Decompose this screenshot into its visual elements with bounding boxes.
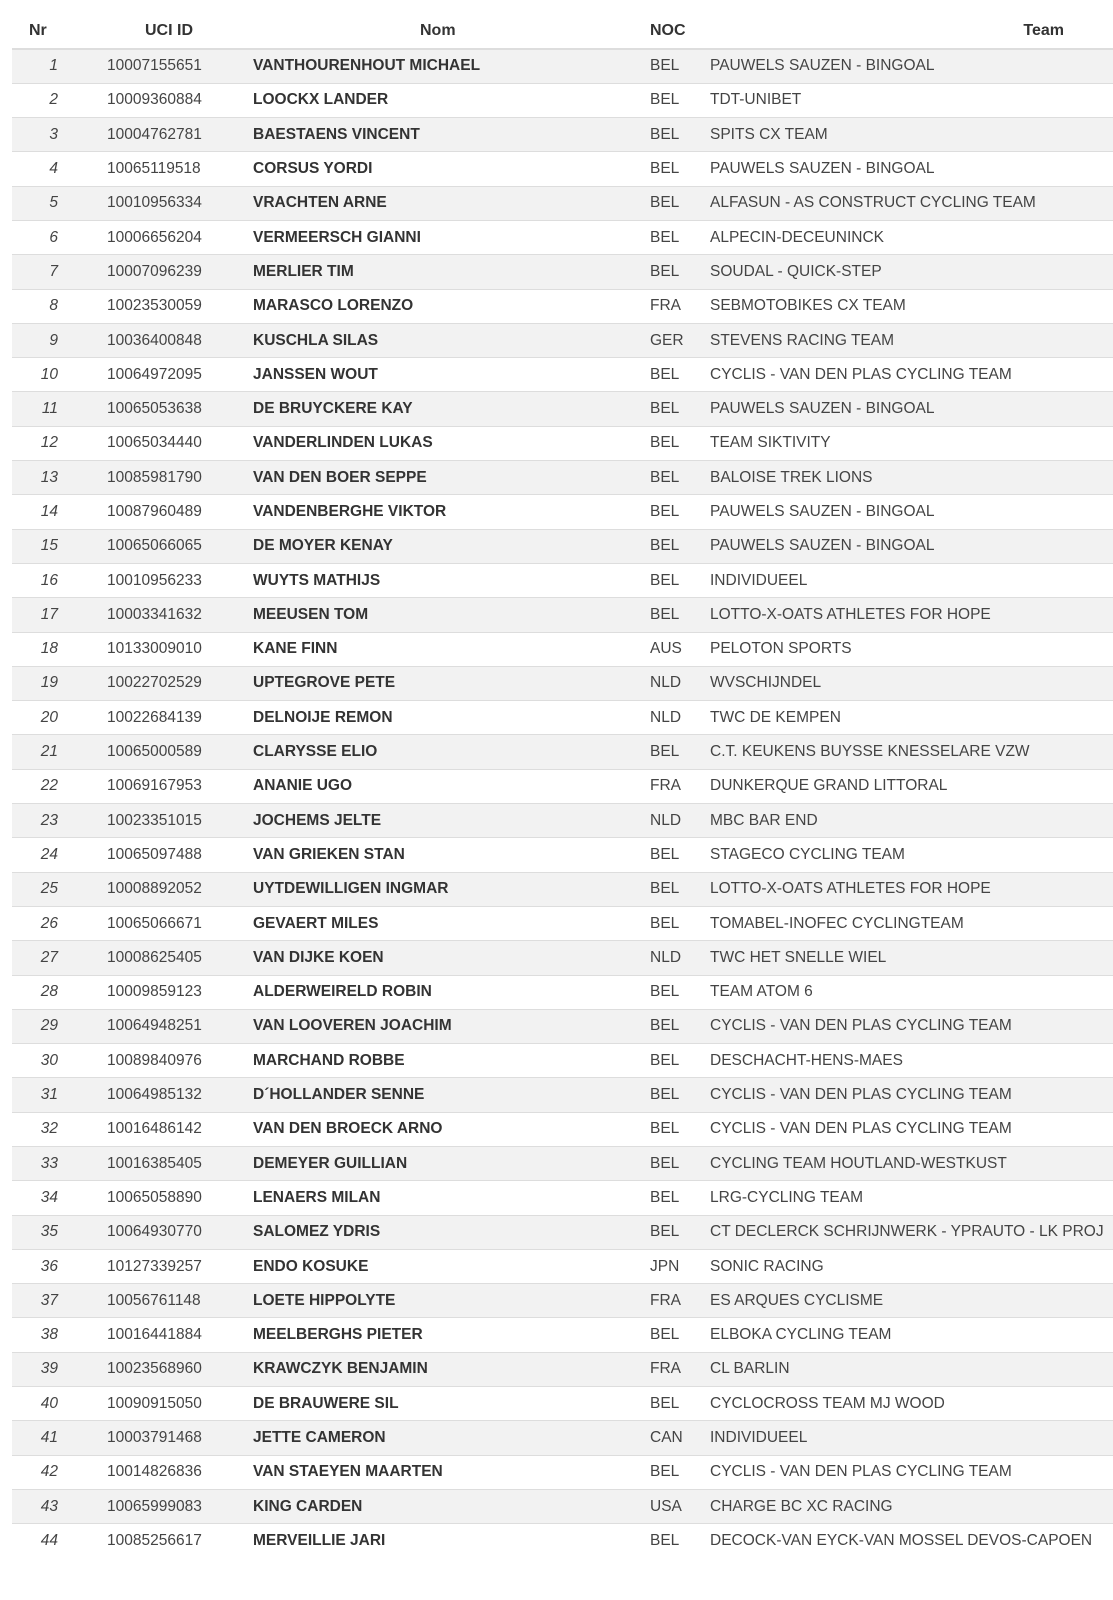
rider-number: 23 — [12, 804, 64, 838]
team-name: STAGECO CYCLING TEAM — [710, 838, 1113, 872]
team-name: MBC BAR END — [710, 804, 1113, 838]
team-name: PAUWELS SAUZEN - BINGOAL — [710, 49, 1113, 83]
table-row — [12, 1352, 1113, 1386]
rider-number: 12 — [12, 426, 64, 460]
uci-id: 10007096239 — [64, 255, 252, 289]
rider-name: MERLIER TIM — [252, 255, 610, 289]
table-row — [12, 461, 1113, 495]
uci-id: 10036400848 — [64, 323, 252, 357]
noc-code: NLD — [610, 941, 710, 975]
rider-number: 3 — [12, 118, 64, 152]
team-name: PELOTON SPORTS — [710, 632, 1113, 666]
table-row — [12, 289, 1113, 323]
table-row — [12, 220, 1113, 254]
uci-id: 10023568960 — [64, 1352, 252, 1386]
uci-id: 10089840976 — [64, 1044, 252, 1078]
uci-id: 10065097488 — [64, 838, 252, 872]
noc-code: BEL — [610, 83, 710, 117]
rider-name: VERMEERSCH GIANNI — [252, 220, 610, 254]
table-row — [12, 804, 1113, 838]
rider-number: 15 — [12, 529, 64, 563]
table-row — [12, 495, 1113, 529]
noc-code: BEL — [610, 1181, 710, 1215]
uci-id: 10056761148 — [64, 1284, 252, 1318]
uci-id: 10022702529 — [64, 666, 252, 700]
noc-code: NLD — [610, 804, 710, 838]
noc-code: BEL — [610, 906, 710, 940]
noc-code: FRA — [610, 289, 710, 323]
noc-code: BEL — [610, 1009, 710, 1043]
team-name: TWC HET SNELLE WIEL — [710, 941, 1113, 975]
table-row — [12, 1318, 1113, 1352]
team-name: CYCLING TEAM HOUTLAND-WESTKUST — [710, 1147, 1113, 1181]
uci-id: 10065999083 — [64, 1489, 252, 1523]
rider-name: D´HOLLANDER SENNE — [252, 1078, 610, 1112]
table-row — [12, 529, 1113, 563]
rider-name: MERVEILLIE JARI — [252, 1524, 610, 1558]
team-name: DESCHACHT-HENS-MAES — [710, 1044, 1113, 1078]
team-name: TEAM SIKTIVITY — [710, 426, 1113, 460]
noc-code: FRA — [610, 1352, 710, 1386]
team-name: LRG-CYCLING TEAM — [710, 1181, 1113, 1215]
team-name: PAUWELS SAUZEN - BINGOAL — [710, 495, 1113, 529]
uci-id: 10065119518 — [64, 152, 252, 186]
rider-number: 13 — [12, 461, 64, 495]
column-header-noc[interactable]: NOC — [610, 13, 710, 49]
uci-id: 10127339257 — [64, 1249, 252, 1283]
team-name: PAUWELS SAUZEN - BINGOAL — [710, 392, 1113, 426]
rider-number: 32 — [12, 1112, 64, 1146]
rider-number: 11 — [12, 392, 64, 426]
noc-code: BEL — [610, 872, 710, 906]
rider-name: KANE FINN — [252, 632, 610, 666]
rider-name: DE MOYER KENAY — [252, 529, 610, 563]
rider-name: VANDENBERGHE VIKTOR — [252, 495, 610, 529]
uci-id: 10016441884 — [64, 1318, 252, 1352]
rider-name: DEMEYER GUILLIAN — [252, 1147, 610, 1181]
uci-id: 10010956334 — [64, 186, 252, 220]
rider-name: VAN DEN BROECK ARNO — [252, 1112, 610, 1146]
rider-number: 16 — [12, 563, 64, 597]
rider-number: 7 — [12, 255, 64, 289]
rider-number: 25 — [12, 872, 64, 906]
team-name: CYCLIS - VAN DEN PLAS CYCLING TEAM — [710, 1009, 1113, 1043]
rider-number: 29 — [12, 1009, 64, 1043]
uci-id: 10064972095 — [64, 358, 252, 392]
rider-number: 17 — [12, 598, 64, 632]
team-name: CHARGE BC XC RACING — [710, 1489, 1113, 1523]
team-name: DECOCK-VAN EYCK-VAN MOSSEL DEVOS-CAPOEN — [710, 1524, 1113, 1558]
noc-code: BEL — [610, 529, 710, 563]
table-row — [12, 1181, 1113, 1215]
rider-name: ANANIE UGO — [252, 769, 610, 803]
rider-name: VANTHOURENHOUT MICHAEL — [252, 49, 610, 83]
noc-code: BEL — [610, 1387, 710, 1421]
noc-code: NLD — [610, 701, 710, 735]
noc-code: BEL — [610, 49, 710, 83]
rider-name: MEEUSEN TOM — [252, 598, 610, 632]
noc-code: USA — [610, 1489, 710, 1523]
column-header-nr[interactable]: Nr — [12, 13, 64, 49]
rider-number: 33 — [12, 1147, 64, 1181]
rider-number: 20 — [12, 701, 64, 735]
table-header — [12, 13, 1113, 49]
rider-name: SALOMEZ YDRIS — [252, 1215, 610, 1249]
rider-name: VANDERLINDEN LUKAS — [252, 426, 610, 460]
rider-number: 34 — [12, 1181, 64, 1215]
table-row — [12, 598, 1113, 632]
uci-id: 10004762781 — [64, 118, 252, 152]
rider-number: 28 — [12, 975, 64, 1009]
team-name: ALPECIN-DECEUNINCK — [710, 220, 1113, 254]
riders-table — [12, 13, 1113, 1558]
rider-number: 39 — [12, 1352, 64, 1386]
table-row — [12, 941, 1113, 975]
table-row — [12, 1421, 1113, 1455]
rider-number: 8 — [12, 289, 64, 323]
rider-number: 19 — [12, 666, 64, 700]
noc-code: BEL — [610, 255, 710, 289]
uci-id: 10014826836 — [64, 1455, 252, 1489]
rider-number: 38 — [12, 1318, 64, 1352]
noc-code: BEL — [610, 1318, 710, 1352]
uci-id: 10065066065 — [64, 529, 252, 563]
rider-name: CORSUS YORDI — [252, 152, 610, 186]
noc-code: FRA — [610, 1284, 710, 1318]
noc-code: BEL — [610, 186, 710, 220]
table-row — [12, 1112, 1113, 1146]
noc-code: BEL — [610, 735, 710, 769]
rider-name: VAN STAEYEN MAARTEN — [252, 1455, 610, 1489]
team-name: ES ARQUES CYCLISME — [710, 1284, 1113, 1318]
team-name: CYCLIS - VAN DEN PLAS CYCLING TEAM — [710, 1455, 1113, 1489]
uci-id: 10023530059 — [64, 289, 252, 323]
team-name: C.T. KEUKENS BUYSSE KNESSELARE VZW — [710, 735, 1113, 769]
uci-id: 10007155651 — [64, 49, 252, 83]
column-header-nom[interactable]: Nom — [252, 13, 610, 49]
noc-code: JPN — [610, 1249, 710, 1283]
team-name: WVSCHIJNDEL — [710, 666, 1113, 700]
table-row — [12, 186, 1113, 220]
team-name: TWC DE KEMPEN — [710, 701, 1113, 735]
table-row — [12, 118, 1113, 152]
rider-number: 4 — [12, 152, 64, 186]
uci-id: 10065066671 — [64, 906, 252, 940]
header-row — [12, 13, 1113, 49]
team-name: SPITS CX TEAM — [710, 118, 1113, 152]
rider-number: 37 — [12, 1284, 64, 1318]
table-row — [12, 1044, 1113, 1078]
rider-number: 22 — [12, 769, 64, 803]
noc-code: BEL — [610, 1147, 710, 1181]
table-row — [12, 975, 1113, 1009]
rider-number: 21 — [12, 735, 64, 769]
rider-number: 40 — [12, 1387, 64, 1421]
table-row — [12, 255, 1113, 289]
team-name: TEAM ATOM 6 — [710, 975, 1113, 1009]
uci-id: 10064985132 — [64, 1078, 252, 1112]
noc-code: BEL — [610, 1455, 710, 1489]
uci-id: 10087960489 — [64, 495, 252, 529]
table-row — [12, 1455, 1113, 1489]
noc-code: BEL — [610, 118, 710, 152]
rider-name: MEELBERGHS PIETER — [252, 1318, 610, 1352]
table-row — [12, 1078, 1113, 1112]
rider-number: 6 — [12, 220, 64, 254]
team-name: LOTTO-X-OATS ATHLETES FOR HOPE — [710, 872, 1113, 906]
rider-name: VAN DEN BOER SEPPE — [252, 461, 610, 495]
uci-id: 10133009010 — [64, 632, 252, 666]
uci-id: 10065000589 — [64, 735, 252, 769]
rider-number: 18 — [12, 632, 64, 666]
table-row — [12, 1284, 1113, 1318]
team-name: DUNKERQUE GRAND LITTORAL — [710, 769, 1113, 803]
table-row — [12, 632, 1113, 666]
rider-name: VAN DIJKE KOEN — [252, 941, 610, 975]
table-row — [12, 563, 1113, 597]
uci-id: 10064948251 — [64, 1009, 252, 1043]
rider-number: 1 — [12, 49, 64, 83]
noc-code: FRA — [610, 769, 710, 803]
team-name: TDT-UNIBET — [710, 83, 1113, 117]
rider-number: 26 — [12, 906, 64, 940]
rider-number: 42 — [12, 1455, 64, 1489]
team-name: ELBOKA CYCLING TEAM — [710, 1318, 1113, 1352]
table-row — [12, 872, 1113, 906]
noc-code: BEL — [610, 1112, 710, 1146]
rider-number: 5 — [12, 186, 64, 220]
rider-name: DE BRAUWERE SIL — [252, 1387, 610, 1421]
table-row — [12, 666, 1113, 700]
noc-code: BEL — [610, 1044, 710, 1078]
team-name: ALFASUN - AS CONSTRUCT CYCLING TEAM — [710, 186, 1113, 220]
rider-name: ENDO KOSUKE — [252, 1249, 610, 1283]
rider-name: GEVAERT MILES — [252, 906, 610, 940]
team-name: SEBMOTOBIKES CX TEAM — [710, 289, 1113, 323]
rider-name: LOOCKX LANDER — [252, 83, 610, 117]
team-name: SONIC RACING — [710, 1249, 1113, 1283]
uci-id: 10065053638 — [64, 392, 252, 426]
uci-id: 10016486142 — [64, 1112, 252, 1146]
table-row — [12, 838, 1113, 872]
rider-name: CLARYSSE ELIO — [252, 735, 610, 769]
rider-name: KING CARDEN — [252, 1489, 610, 1523]
column-header-uci-id[interactable]: UCI ID — [64, 13, 252, 49]
noc-code: BEL — [610, 426, 710, 460]
table-row — [12, 1147, 1113, 1181]
column-header-team[interactable]: Team — [710, 13, 1113, 49]
team-name: CT DECLERCK SCHRIJNWERK - YPRAUTO - LK PROJ — [710, 1215, 1113, 1249]
uci-id: 10085981790 — [64, 461, 252, 495]
rider-name: DELNOIJE REMON — [252, 701, 610, 735]
table-row — [12, 769, 1113, 803]
uci-id: 10065034440 — [64, 426, 252, 460]
table-row — [12, 426, 1113, 460]
rider-name: LENAERS MILAN — [252, 1181, 610, 1215]
rider-name: MARASCO LORENZO — [252, 289, 610, 323]
table-row — [12, 1489, 1113, 1523]
table-row — [12, 358, 1113, 392]
uci-id: 10085256617 — [64, 1524, 252, 1558]
uci-id: 10010956233 — [64, 563, 252, 597]
rider-name: WUYTS MATHIJS — [252, 563, 610, 597]
rider-name: MARCHAND ROBBE — [252, 1044, 610, 1078]
rider-number: 35 — [12, 1215, 64, 1249]
uci-id: 10003341632 — [64, 598, 252, 632]
uci-id: 10069167953 — [64, 769, 252, 803]
rider-number: 10 — [12, 358, 64, 392]
team-name: CYCLOCROSS TEAM MJ WOOD — [710, 1387, 1113, 1421]
rider-name: VRACHTEN ARNE — [252, 186, 610, 220]
noc-code: NLD — [610, 666, 710, 700]
riders-table-container — [12, 13, 1113, 1558]
noc-code: BEL — [610, 838, 710, 872]
noc-code: BEL — [610, 975, 710, 1009]
rider-number: 27 — [12, 941, 64, 975]
rider-number: 44 — [12, 1524, 64, 1558]
team-name: CYCLIS - VAN DEN PLAS CYCLING TEAM — [710, 1112, 1113, 1146]
uci-id: 10008625405 — [64, 941, 252, 975]
team-name: STEVENS RACING TEAM — [710, 323, 1113, 357]
uci-id: 10065058890 — [64, 1181, 252, 1215]
table-row — [12, 1215, 1113, 1249]
rider-number: 36 — [12, 1249, 64, 1283]
noc-code: BEL — [610, 152, 710, 186]
table-row — [12, 83, 1113, 117]
table-body — [12, 49, 1113, 1558]
table-row — [12, 1387, 1113, 1421]
table-row — [12, 1524, 1113, 1558]
team-name: CYCLIS - VAN DEN PLAS CYCLING TEAM — [710, 358, 1113, 392]
rider-number: 9 — [12, 323, 64, 357]
noc-code: BEL — [610, 1215, 710, 1249]
rider-name: DE BRUYCKERE KAY — [252, 392, 610, 426]
rider-name: KUSCHLA SILAS — [252, 323, 610, 357]
noc-code: BEL — [610, 461, 710, 495]
table-row — [12, 906, 1113, 940]
rider-number: 24 — [12, 838, 64, 872]
rider-name: VAN LOOVEREN JOACHIM — [252, 1009, 610, 1043]
uci-id: 10008892052 — [64, 872, 252, 906]
rider-number: 31 — [12, 1078, 64, 1112]
rider-number: 43 — [12, 1489, 64, 1523]
noc-code: BEL — [610, 358, 710, 392]
team-name: PAUWELS SAUZEN - BINGOAL — [710, 152, 1113, 186]
rider-name: BAESTAENS VINCENT — [252, 118, 610, 152]
rider-name: JOCHEMS JELTE — [252, 804, 610, 838]
noc-code: GER — [610, 323, 710, 357]
rider-name: JETTE CAMERON — [252, 1421, 610, 1455]
noc-code: BEL — [610, 220, 710, 254]
uci-id: 10009360884 — [64, 83, 252, 117]
noc-code: BEL — [610, 495, 710, 529]
uci-id: 10022684139 — [64, 701, 252, 735]
noc-code: BEL — [610, 563, 710, 597]
team-name: INDIVIDUEEL — [710, 563, 1113, 597]
team-name: BALOISE TREK LIONS — [710, 461, 1113, 495]
rider-name: LOETE HIPPOLYTE — [252, 1284, 610, 1318]
table-row — [12, 49, 1113, 83]
uci-id: 10023351015 — [64, 804, 252, 838]
uci-id: 10090915050 — [64, 1387, 252, 1421]
rider-name: VAN GRIEKEN STAN — [252, 838, 610, 872]
table-row — [12, 701, 1113, 735]
table-row — [12, 735, 1113, 769]
team-name: CYCLIS - VAN DEN PLAS CYCLING TEAM — [710, 1078, 1113, 1112]
uci-id: 10009859123 — [64, 975, 252, 1009]
table-row — [12, 152, 1113, 186]
rider-number: 41 — [12, 1421, 64, 1455]
noc-code: AUS — [610, 632, 710, 666]
noc-code: BEL — [610, 392, 710, 426]
uci-id: 10064930770 — [64, 1215, 252, 1249]
team-name: PAUWELS SAUZEN - BINGOAL — [710, 529, 1113, 563]
uci-id: 10003791468 — [64, 1421, 252, 1455]
table-row — [12, 392, 1113, 426]
rider-number: 30 — [12, 1044, 64, 1078]
rider-number: 2 — [12, 83, 64, 117]
team-name: LOTTO-X-OATS ATHLETES FOR HOPE — [710, 598, 1113, 632]
rider-number: 14 — [12, 495, 64, 529]
rider-name: ALDERWEIRELD ROBIN — [252, 975, 610, 1009]
table-row — [12, 323, 1113, 357]
table-row — [12, 1009, 1113, 1043]
team-name: TOMABEL-INOFEC CYCLINGTEAM — [710, 906, 1113, 940]
team-name: CL BARLIN — [710, 1352, 1113, 1386]
uci-id: 10006656204 — [64, 220, 252, 254]
team-name: INDIVIDUEEL — [710, 1421, 1113, 1455]
rider-name: JANSSEN WOUT — [252, 358, 610, 392]
table-row — [12, 1249, 1113, 1283]
team-name: SOUDAL - QUICK-STEP — [710, 255, 1113, 289]
noc-code: BEL — [610, 1524, 710, 1558]
uci-id: 10016385405 — [64, 1147, 252, 1181]
rider-name: UYTDEWILLIGEN INGMAR — [252, 872, 610, 906]
noc-code: CAN — [610, 1421, 710, 1455]
noc-code: BEL — [610, 598, 710, 632]
rider-name: UPTEGROVE PETE — [252, 666, 610, 700]
noc-code: BEL — [610, 1078, 710, 1112]
rider-name: KRAWCZYK BENJAMIN — [252, 1352, 610, 1386]
